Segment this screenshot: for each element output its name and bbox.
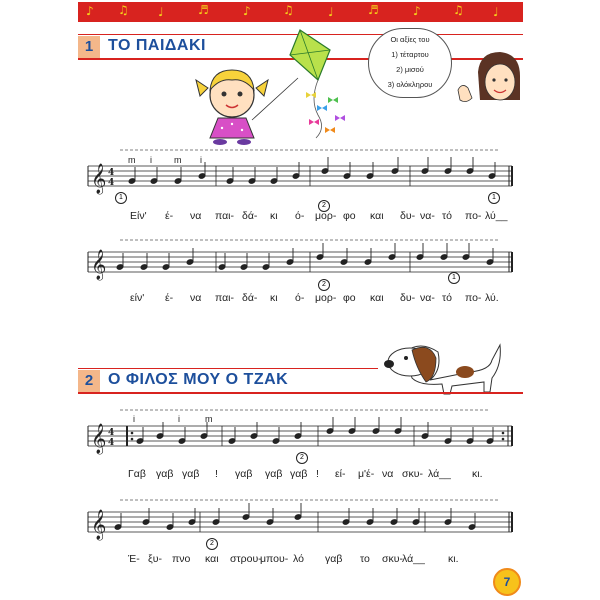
lyric-syllable: φο xyxy=(343,210,356,222)
lyric-syllable: δά- xyxy=(242,210,258,222)
fingering-circle: 1 xyxy=(448,272,460,284)
lyric-syllable: πνο xyxy=(172,553,191,565)
lyric-syllable: και xyxy=(370,292,384,304)
lyric-syllable: φο xyxy=(343,292,356,304)
lyric-syllable: τό xyxy=(442,210,452,222)
lyric-syllable: γαβ xyxy=(325,553,343,565)
lyric-syllable: σκυ- xyxy=(402,468,423,480)
lyric-syllable: γαβ xyxy=(156,468,174,480)
lyric-syllable: κι xyxy=(270,292,278,304)
section-title: Ο ΦΙΛΟΣ ΜΟΥ Ο ΤΖΑΚ xyxy=(108,371,289,388)
lyric-syllable: τό xyxy=(442,292,452,304)
section-number: 1 xyxy=(78,36,100,58)
divider xyxy=(78,392,523,394)
solfege-marker: m xyxy=(205,414,213,424)
lyric-syllable: το xyxy=(360,553,370,565)
page-number: 7 xyxy=(493,568,521,596)
lyric-syllable: γαβ xyxy=(235,468,253,480)
music-note-icon: ♩ xyxy=(158,5,164,19)
solfege-marker: i xyxy=(133,414,135,424)
kite-illustration xyxy=(290,30,345,138)
time-sig-top: 4 xyxy=(108,428,115,438)
solfege-marker: m xyxy=(128,155,136,165)
lyric-syllable: να xyxy=(190,210,202,222)
lyric-syllable: ξυ- xyxy=(148,553,162,565)
music-note-icon: ♬ xyxy=(198,3,209,17)
lyric-syllable: έ- xyxy=(165,210,174,222)
music-note-icon: ♪ xyxy=(413,4,421,18)
fingering-circle: 1 xyxy=(488,192,500,204)
lyric-syllable: Είν' xyxy=(130,210,147,222)
lyric-syllable: ό- xyxy=(295,210,305,222)
music-note-icon: ♫ xyxy=(453,3,464,17)
music-note-icon: ♫ xyxy=(118,3,129,17)
music-note-icon: ♫ xyxy=(283,3,294,17)
lyric-syllable: μπου- xyxy=(260,553,289,565)
lyric-syllable: γαβ xyxy=(290,468,308,480)
lyric-syllable: μ'έ- xyxy=(358,468,375,480)
fingering-circle: 1 xyxy=(115,192,127,204)
lyric-syllable: και xyxy=(205,553,219,565)
solfege-marker: i xyxy=(178,414,180,424)
lyric-syllable: ό- xyxy=(295,292,305,304)
lyric-syllable: να xyxy=(382,468,394,480)
lyric-syllable: έ- xyxy=(165,292,174,304)
lyric-syllable: δά- xyxy=(242,292,258,304)
time-sig-top: 4 xyxy=(108,168,115,178)
lyric-syllable: σκυ- xyxy=(382,553,403,565)
music-note-icon: ♪ xyxy=(243,4,251,18)
fingering-circle: 2 xyxy=(318,279,330,291)
girl-illustration xyxy=(196,70,298,145)
lyric-syllable: κι. xyxy=(472,468,483,480)
section-number: 2 xyxy=(78,370,100,392)
lyric-syllable: να- xyxy=(420,292,435,304)
lyric-syllable: να- xyxy=(420,210,435,222)
music-note-icon: ♬ xyxy=(368,3,379,17)
lyric-syllable: κι. xyxy=(448,553,459,565)
section-title: ΤΟ ΠΑΙΔΑΚΙ xyxy=(108,37,206,54)
lyric-syllable: λό xyxy=(293,553,304,565)
solfege-marker: i xyxy=(150,155,152,165)
staff-2 xyxy=(88,252,512,272)
divider xyxy=(78,368,378,369)
lyric-syllable: παι- xyxy=(215,210,234,222)
bubble-item-whole: 3) ολόκληρου xyxy=(387,80,433,89)
svg-text:𝄞: 𝄞 xyxy=(91,250,107,280)
lyric-syllable: Έ- xyxy=(128,553,140,565)
solfege-marker: m xyxy=(174,155,182,165)
lyric-syllable: λύ__ xyxy=(485,210,508,222)
bubble-item-half: 2) μισού xyxy=(396,65,424,74)
lyric-syllable: ! xyxy=(316,468,319,480)
fingering-circle: 2 xyxy=(318,200,330,212)
lyric-syllable: εί- xyxy=(335,468,346,480)
lyric-syllable: λά__ xyxy=(428,468,451,480)
lyric-syllable: κι xyxy=(270,210,278,222)
music-note-icon: ♩ xyxy=(493,5,499,19)
time-sig-bottom: 4 xyxy=(108,438,115,448)
lyric-syllable: στρου- xyxy=(230,553,262,565)
lyric-syllable: γαβ xyxy=(265,468,283,480)
music-note-icon: ♩ xyxy=(328,5,334,19)
lyric-syllable: μορ- xyxy=(315,292,337,304)
lyric-syllable: πο- xyxy=(465,292,482,304)
solfege-marker: i xyxy=(200,155,202,165)
bubble-heading: Οι αξίες του xyxy=(390,35,430,44)
svg-text:𝄞: 𝄞 xyxy=(91,424,107,454)
woman-illustration xyxy=(458,52,520,102)
section-2-header xyxy=(78,370,523,392)
svg-text:𝄞: 𝄞 xyxy=(91,510,107,540)
fingering-circle: 2 xyxy=(296,452,308,464)
lyric-syllable: δυ- xyxy=(400,292,416,304)
bubble-item-quarter: 1) τέταρτου xyxy=(391,50,429,59)
lyric-syllable: και xyxy=(370,210,384,222)
lyric-syllable: μορ- xyxy=(315,210,337,222)
lyric-syllable: είν' xyxy=(130,292,145,304)
lyric-syllable: παι- xyxy=(215,292,234,304)
lyric-syllable: Γαβ xyxy=(128,468,146,480)
lyric-syllable: να xyxy=(190,292,202,304)
lyric-syllable: πο- xyxy=(465,210,482,222)
fingering-circle: 2 xyxy=(206,538,218,550)
lyric-syllable: γαβ xyxy=(182,468,200,480)
music-note-icon: ♪ xyxy=(86,4,94,18)
time-sig-bottom: 4 xyxy=(108,178,115,188)
lyric-syllable: δυ- xyxy=(400,210,416,222)
svg-text:𝄞: 𝄞 xyxy=(91,164,107,194)
lyric-syllable: ! xyxy=(215,468,218,480)
lyric-syllable: λά__ xyxy=(402,553,425,565)
lyric-syllable: λύ. xyxy=(485,292,499,304)
